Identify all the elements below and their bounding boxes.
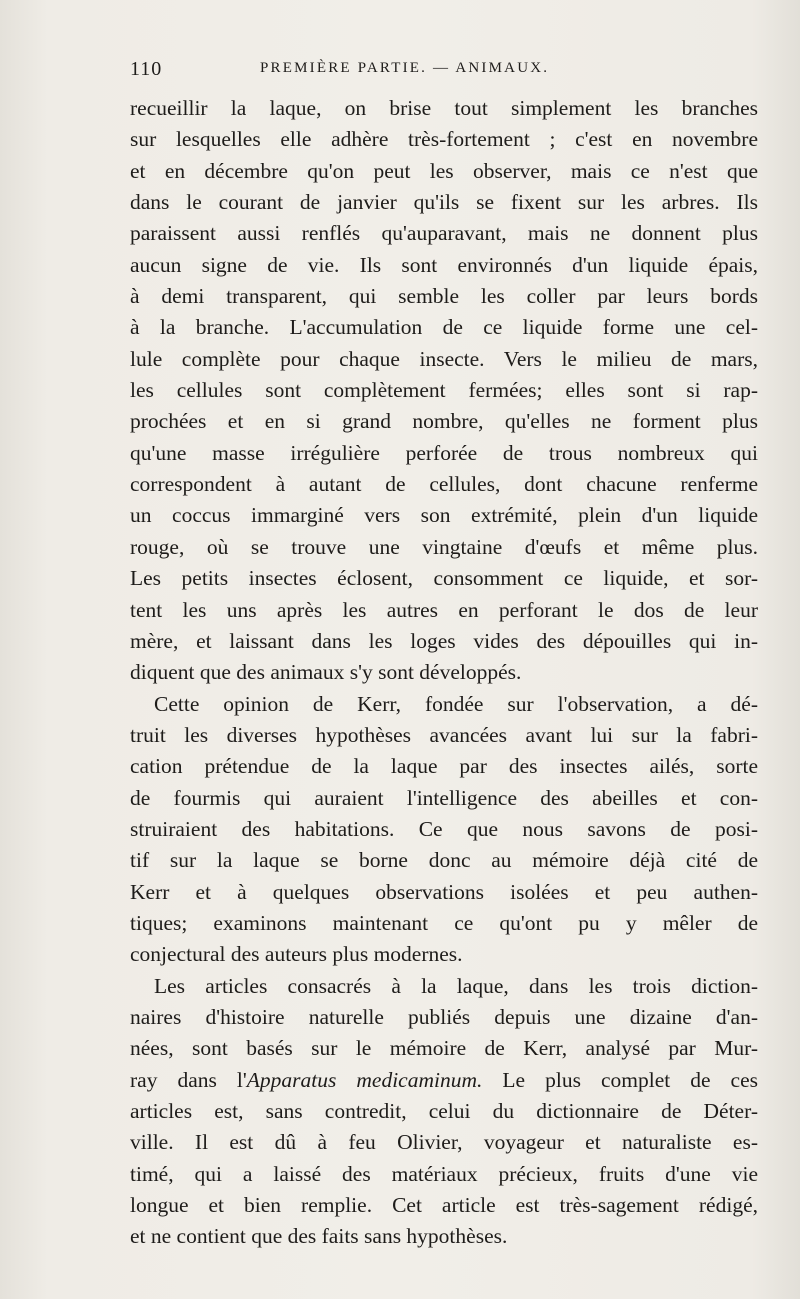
text-line: mère, et laissant dans les loges vides des dépouilles qui in- bbox=[130, 628, 758, 653]
text-line: les cellules sont complètement fermées; elles sont si rap- bbox=[130, 378, 758, 403]
text-line: aucun signe de vie. Ils sont environnés d'un liquide épais, bbox=[130, 252, 758, 277]
page-number: 110 bbox=[130, 58, 163, 80]
text-line: Cette opinion de Kerr, fondée sur l'observation, a dé- bbox=[154, 691, 758, 716]
text-line: dans le courant de janvier qu'ils se fixent sur les arbres. Ils bbox=[130, 190, 758, 215]
text-line: recueillir la laque, on brise tout simplement les branches bbox=[130, 96, 758, 120]
paragraph-1 bbox=[130, 93, 758, 689]
text-line: truit les diverses hypothèses avancées avant lui sur la fabri- bbox=[130, 722, 758, 747]
text-line: lule complète pour chaque insecte. Vers le milieu de mars, bbox=[130, 346, 758, 371]
text-line: à demi transparent, qui semble les coller par leurs bords bbox=[130, 284, 758, 309]
text-line: prochées et en si grand nombre, qu'elles ne forment plus bbox=[130, 409, 758, 434]
text-line-with-italic bbox=[130, 1065, 758, 1096]
text-line: sur lesquelles elle adhère très-fortement ; c'est en novembre bbox=[130, 127, 758, 152]
text-line: et en décembre qu'on peut les observer, mais ce n'est que bbox=[130, 158, 758, 183]
text-line: qu'une masse irrégulière perforée de trous nombreux qui bbox=[130, 440, 758, 465]
text-line: tent les uns après les autres en perforant le dos de leur bbox=[130, 597, 758, 622]
text-line: naires d'histoire naturelle publiés depuis une dizaine d'an- bbox=[130, 1004, 758, 1029]
paragraph-2 bbox=[130, 689, 758, 971]
italic-title: Apparatus medicaminum. bbox=[246, 1067, 483, 1092]
text-line: timé, qui a laissé des matériaux précieux, fruits d'une vie bbox=[130, 1161, 758, 1186]
text-line: conjectural des auteurs plus modernes. bbox=[130, 942, 463, 967]
text-line: tiques; examinons maintenant ce qu'ont pu y mêler de bbox=[130, 910, 758, 935]
text-line: ville. Il est dû à feu Olivier, voyageur et naturaliste es- bbox=[130, 1130, 758, 1155]
text-line: longue et bien remplie. Cet article est très-sagement rédigé, bbox=[130, 1193, 758, 1218]
text-line: Kerr et à quelques observations isolées et peu authen- bbox=[130, 879, 758, 904]
text-line: à la branche. L'accumulation de ce liquide forme une cel- bbox=[130, 315, 758, 340]
text-fragment: ray dans l' bbox=[130, 1067, 247, 1092]
running-head bbox=[130, 58, 752, 84]
text-line: rouge, où se trouve une vingtaine d'œufs et même plus. bbox=[130, 534, 758, 559]
text-line: et ne contient que des faits sans hypothèses. bbox=[130, 1224, 508, 1249]
text-line: de fourmis qui auraient l'intelligence des abeilles et con- bbox=[130, 785, 758, 810]
text-line: nées, sont basés sur le mémoire de Kerr, analysé par Mur- bbox=[130, 1036, 758, 1061]
text-line: Les articles consacrés à la laque, dans les trois diction- bbox=[154, 973, 758, 998]
paragraph-3 bbox=[130, 971, 758, 1253]
text-line: Les petits insectes éclosent, consomment ce liquide, et sor- bbox=[130, 566, 758, 591]
text-line: cation prétendue de la laque par des insectes ailés, sorte bbox=[130, 754, 758, 779]
text-line: tif sur la laque se borne donc au mémoire déjà cité de bbox=[130, 848, 758, 873]
text-line: articles est, sans contredit, celui du dictionnaire de Déter- bbox=[130, 1099, 758, 1123]
text-line: un coccus immarginé vers son extrémité, plein d'un liquide bbox=[130, 503, 758, 528]
running-title: PREMIÈRE PARTIE. — ANIMAUX. bbox=[260, 60, 550, 76]
text-line: diquent que des animaux s'y sont développés. bbox=[130, 660, 522, 685]
text-fragment: Le plus complet de ces bbox=[482, 1067, 758, 1092]
text-line: correspondent à autant de cellules, dont chacune renferme bbox=[130, 472, 758, 497]
text-line: struiraient des habitations. Ce que nous savons de posi- bbox=[130, 816, 758, 841]
body-text bbox=[130, 93, 758, 1253]
text-line: paraissent aussi renflés qu'auparavant, mais ne donnent plus bbox=[130, 221, 758, 246]
